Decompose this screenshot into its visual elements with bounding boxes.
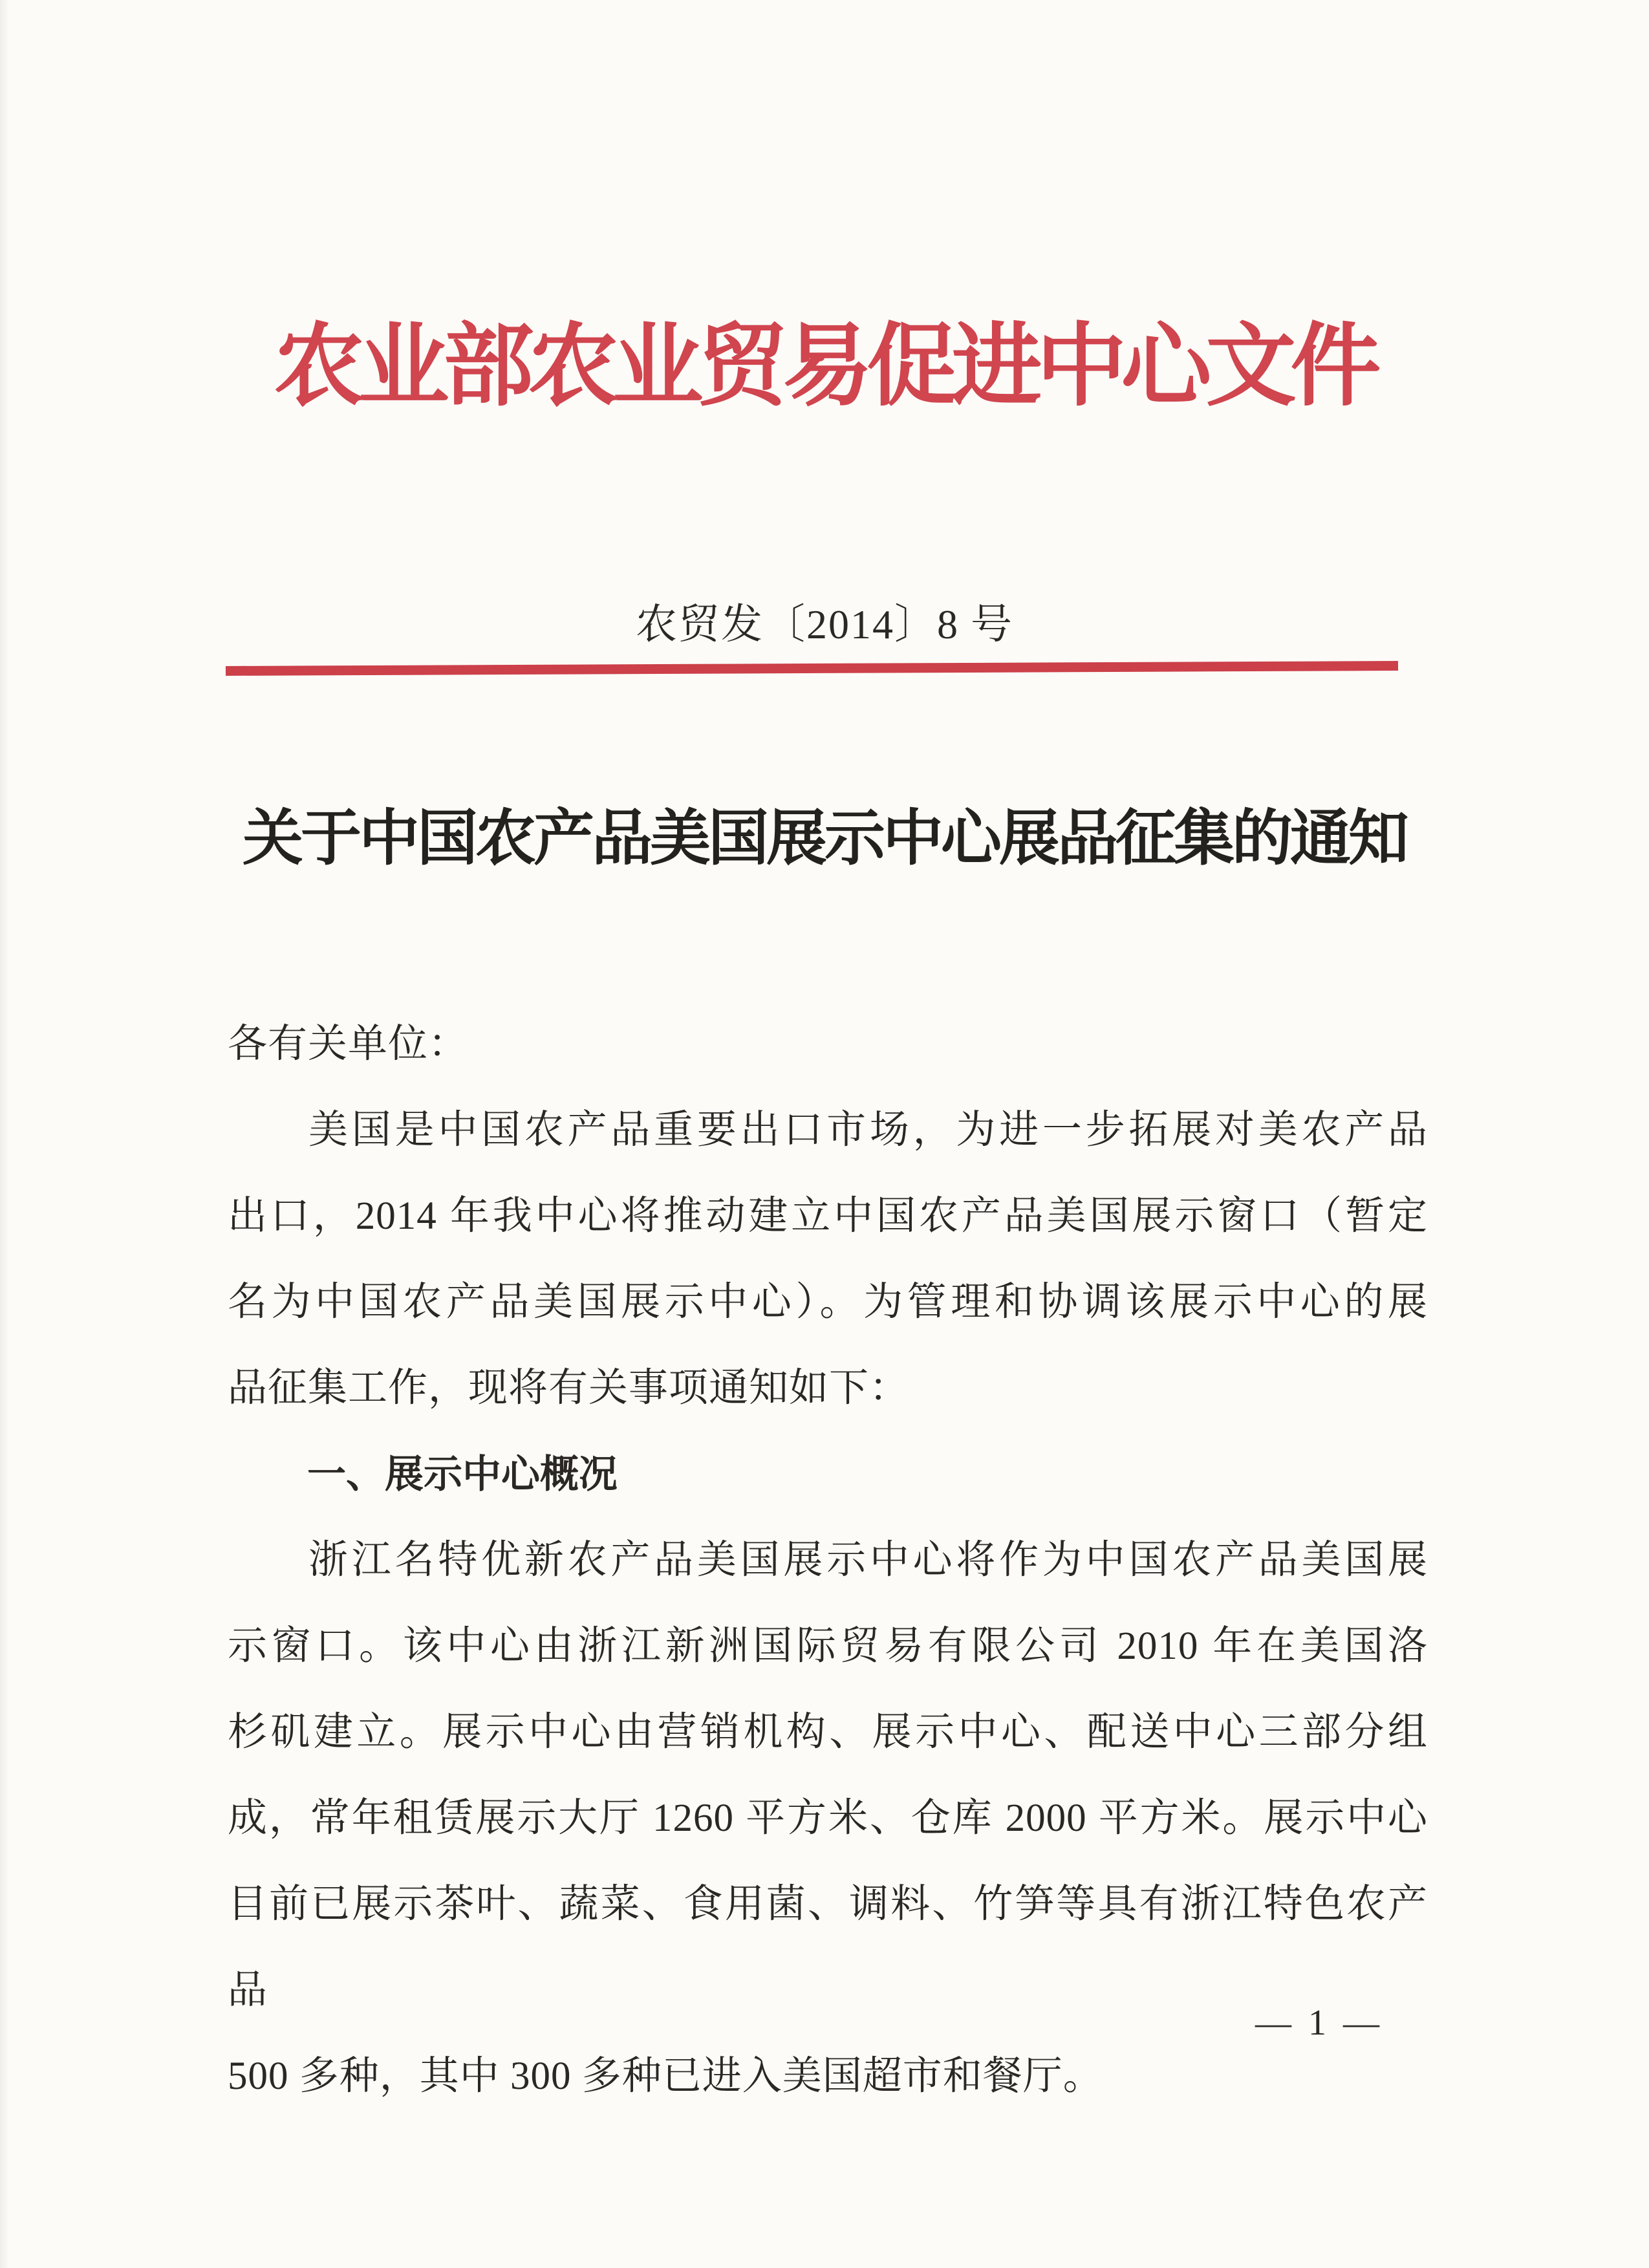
para-overview-line-2: 示窗口。该中心由浙江新洲国际贸易有限公司 2010 年在美国洛 bbox=[228, 1625, 1428, 1668]
para-intro-line-4: 品征集工作，现将有关事项通知如下： bbox=[228, 1366, 910, 1410]
document-number: 农贸发〔2014〕8 号 bbox=[636, 601, 1013, 647]
para-overview-line-3: 杉矶建立。展示中心由营销机构、展示中心、配送中心三部分组 bbox=[228, 1711, 1428, 1754]
para-overview-line-4: 成，常年租赁展示大厅 1260 平方米、仓库 2000 平方米。展示中心 bbox=[228, 1797, 1428, 1840]
para-overview-line-5: 目前已展示茶叶、蔬菜、食用菌、调料、竹笋等具有浙江特色农产品 bbox=[228, 1883, 1428, 2012]
section-heading-1-line-1: 一、展示中心概况 bbox=[307, 1453, 618, 1496]
issuer-header-title: 农业部农业贸易促进中心文件 bbox=[274, 317, 1375, 417]
para-overview-line-6: 500 多种，其中 300 多种已进入美国超市和餐厅。 bbox=[228, 2055, 1103, 2098]
para-intro-line-1: 美国是中国农产品重要出口市场，为进一步拓展对美农产品 bbox=[308, 1108, 1428, 1152]
document-title: 关于中国农产品美国展示中心展品征集的通知 bbox=[242, 805, 1406, 872]
para-overview-line-1: 浙江名特优新农产品美国展示中心将作为中国农产品美国展 bbox=[308, 1539, 1428, 1582]
document-body bbox=[228, 1001, 1428, 2119]
page-number: — 1 — bbox=[1255, 2003, 1383, 2043]
para-intro-line-2: 出口，2014 年我中心将推动建立中国农产品美国展示窗口（暂定 bbox=[228, 1194, 1428, 1238]
red-separator-rule bbox=[226, 661, 1398, 676]
para-intro-line-3: 名为中国农产品美国展示中心）。为管理和协调该展示中心的展 bbox=[228, 1280, 1428, 1324]
salutation-line-1: 各有关单位： bbox=[228, 1022, 469, 1066]
